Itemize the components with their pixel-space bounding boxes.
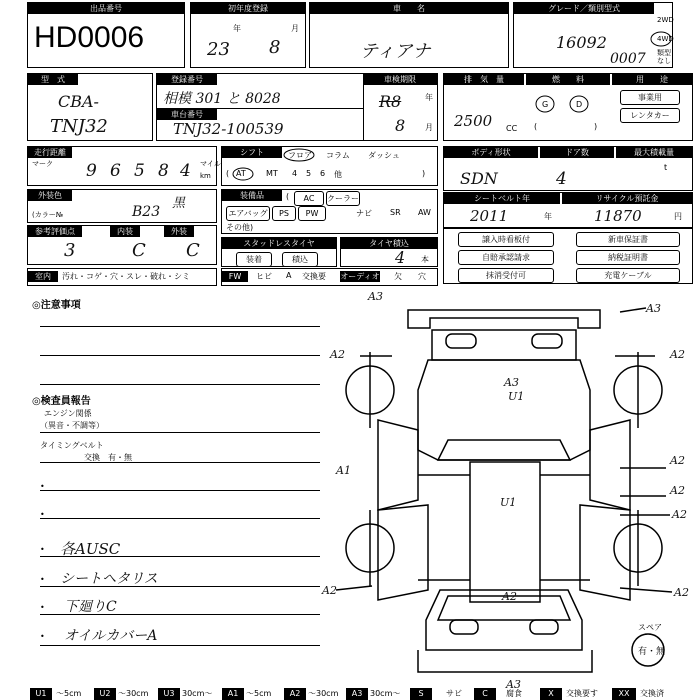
legend-val: 30cm～ (182, 689, 213, 698)
grade-value: 16092 (556, 33, 607, 52)
shift-g4: 4 (292, 169, 298, 178)
mileage-d3: 8 (158, 161, 169, 181)
opt-4wd: 4WD (657, 35, 674, 43)
remark-1: 各AUSC (60, 540, 121, 558)
interior-row-header: 室内 (28, 271, 58, 282)
legend-key: A1 (222, 688, 244, 700)
bullet: • (40, 603, 45, 612)
legend-val: 30cm～ (370, 689, 401, 698)
score-int: C (132, 240, 146, 261)
body-box (443, 146, 693, 191)
first-reg-header: 初年度登録 (191, 3, 305, 14)
car-name-box (309, 2, 509, 68)
damage-mark: A1 (336, 464, 351, 477)
doc-4: 新車保証書 (576, 232, 680, 247)
legend-key: U3 (158, 688, 180, 700)
damage-legend (0, 688, 700, 700)
doc-3: 抹消受付可 (458, 268, 554, 283)
legend-val: サビ (446, 689, 462, 698)
fuel-d: D (576, 100, 583, 109)
reg-header: 登録番号 (157, 74, 217, 85)
displacement-header: 排 気 量 (444, 74, 524, 85)
bullet: • (40, 545, 45, 554)
shift-g6: 6 (320, 169, 326, 178)
first-reg-box (190, 2, 306, 68)
damage-mark: A2 (674, 586, 689, 599)
car-diagram (320, 290, 700, 688)
mileage-d4: 4 (180, 161, 191, 181)
capacity-unit: t (664, 163, 668, 172)
circle-mark-icon (231, 166, 255, 182)
engine-sub: （異音・不調等） (40, 421, 104, 430)
remark-3: 下廻りC (64, 599, 117, 615)
opt-none: 類型 なし (657, 49, 671, 65)
damage-mark: A3 (506, 678, 521, 688)
equip-ps: PS (272, 206, 296, 221)
equip-aw: AW (418, 208, 431, 217)
bullet: • (40, 482, 45, 491)
remark-2: シートヘタリス (60, 571, 158, 587)
legend-key: C (474, 688, 496, 700)
insp-year-unit: 年 (425, 93, 433, 102)
doc-5: 納税証明書 (576, 250, 680, 265)
damage-mark: A3 (646, 302, 661, 315)
seatbelt-unit: 年 (544, 212, 552, 221)
grade-box (513, 2, 673, 68)
model-header: 型 式 (28, 74, 78, 85)
equip-box (221, 189, 438, 234)
score-ext: C (186, 240, 200, 261)
notes-label: ◎注意事項 (32, 300, 81, 311)
equip-airbag: エアバッグ (226, 206, 270, 221)
chassis-header: 車台番号 (157, 109, 217, 120)
opt-2wd: 2WD (657, 16, 674, 24)
mileage-d2: 5 (134, 161, 145, 181)
mileage-box (27, 146, 221, 186)
year-unit: 年 (233, 24, 241, 33)
legend-key: S (410, 688, 432, 700)
equip-cooler: クーラー (326, 191, 360, 206)
fw-a: A (286, 271, 292, 280)
legend-key: A2 (284, 688, 306, 700)
legend-val: 交換済 (640, 689, 664, 698)
equip-navi: ナビ (356, 209, 372, 218)
damage-mark: A2 (502, 590, 517, 603)
legend-key: XX (612, 688, 636, 700)
studless-box (221, 237, 337, 267)
damage-mark: A2 (670, 454, 685, 467)
shift-at: AT (236, 169, 246, 178)
damage-mark: U1 (500, 496, 517, 509)
shift-floor: フロア (288, 151, 312, 160)
legend-val: 腐食 (506, 689, 522, 698)
doc-1: 譲入時看板付 (458, 232, 554, 247)
lot-number: HD0006 (34, 21, 145, 54)
legend-key: X (540, 688, 562, 700)
body-value: SDN (460, 169, 498, 188)
legend-val: ～5cm (246, 689, 272, 698)
legend-key: U2 (94, 688, 116, 700)
insp-value: R8 (379, 92, 402, 111)
color-header: 外装色 (28, 190, 72, 201)
legend-val: ～30cm (118, 689, 149, 698)
tire-load-value: 4 (395, 248, 406, 267)
circle-mark-icon (282, 147, 316, 163)
studless-opt2: 積込 (282, 252, 318, 267)
inspector-label: ◎検査員報告 (32, 396, 91, 407)
damage-mark: A2 (672, 508, 687, 521)
score-total: 3 (64, 240, 76, 261)
circle-outline-icon (568, 94, 590, 114)
damage-mark: A3 (504, 376, 519, 389)
studless-opt1: 装着 (236, 252, 272, 267)
remark-4: オイルカバーA (64, 628, 158, 644)
grade-value2: 0007 (610, 51, 646, 67)
legend-val: ～5cm (56, 689, 82, 698)
shift-close: ) (422, 169, 426, 178)
spare-label: スペア (638, 623, 662, 632)
model-box (27, 73, 153, 141)
grade-header: グレード／類別型式 (514, 3, 654, 14)
mileage-d0: 9 (86, 161, 97, 181)
seatbelt-box (443, 192, 693, 228)
circle-mark-icon (650, 31, 672, 47)
timing-label: タイミングベルト (40, 441, 104, 450)
seatbelt-header: シートベルト年 (444, 193, 560, 204)
doc-2: 自賠承認請求 (458, 250, 554, 265)
shift-g5: 5 (306, 169, 312, 178)
chassis-value: TNJ32-100539 (173, 120, 284, 138)
bullet: • (40, 575, 45, 584)
usage-header: 用 途 (612, 74, 692, 85)
fw-row (221, 268, 438, 286)
color-value2: B23 (132, 204, 161, 220)
month-unit: 月 (291, 24, 299, 33)
tire-load-unit: 本 (421, 255, 429, 264)
displacement-unit: CC (506, 124, 518, 133)
color-value: 黒 (172, 196, 186, 211)
interior-row (27, 268, 217, 286)
docs-box (443, 228, 693, 284)
score-header: 参考評価点 (28, 226, 82, 237)
equip-other: その他) (226, 223, 254, 232)
damage-mark: U1 (508, 390, 525, 403)
tire-load-header: タイヤ積込 (341, 238, 437, 249)
car-name-value: ティアナ (360, 41, 431, 62)
recycle-value: 11870 (594, 207, 642, 225)
capacity-header: 最大積載量 (616, 147, 692, 158)
model-value: CBA- (58, 92, 99, 111)
equip-open: ( (286, 192, 290, 201)
timing-exchange: 交換 有・無 (84, 453, 132, 462)
doors-value: 4 (556, 169, 567, 189)
usage-opt2: レンタカー (620, 108, 680, 123)
shift-column: コラム (326, 151, 350, 160)
bullet: • (40, 632, 45, 641)
interior-header: 内装 (110, 226, 140, 237)
score-box (27, 225, 217, 265)
car-name-header: 車 名 (310, 3, 508, 14)
fuel-g: G (542, 100, 549, 109)
first-reg-year: 23 (207, 39, 230, 60)
equip-ac: AC (294, 191, 324, 206)
damage-mark: A2 (670, 484, 685, 497)
spec-box (443, 73, 693, 141)
damage-mark: A2 (670, 348, 685, 361)
damage-mark: A2 (322, 584, 337, 597)
lot-box (27, 2, 185, 68)
shift-mt: MT (266, 169, 278, 178)
doors-header: ドア数 (540, 147, 614, 158)
mileage-km: km (200, 172, 211, 180)
insp-month-unit: 月 (425, 123, 433, 132)
displacement-value: 2500 (454, 112, 493, 130)
inspection-header: 車検期限 (363, 74, 437, 85)
usage-opt1: 事業用 (620, 90, 680, 105)
recycle-header: リサイクル預託金 (562, 193, 692, 204)
exterior-header: 外装 (164, 226, 194, 237)
bullet: • (40, 510, 45, 519)
equip-sr: SR (390, 208, 401, 217)
shift-other: 他 (334, 170, 342, 179)
first-reg-month: 8 (269, 37, 281, 58)
color-sub: (カラー№ (32, 211, 64, 219)
seatbelt-value: 2011 (470, 207, 509, 225)
body-header: ボディ形状 (444, 147, 538, 158)
legend-key: U1 (30, 688, 52, 700)
mileage-d1: 6 (110, 161, 121, 181)
recycle-unit: 円 (674, 212, 682, 221)
interior-row-text: 汚れ・コゲ・穴・スレ・破れ・シミ (62, 272, 190, 281)
fuel-open: ( (534, 122, 538, 131)
insp-value2: 8 (395, 116, 406, 135)
audio-ana: 穴 (418, 272, 426, 281)
mileage-mark: マーク (32, 160, 53, 168)
studless-header: スタッドレスタイヤ (222, 238, 336, 249)
legend-val: 交換要す (566, 689, 598, 698)
tire-load-box (340, 237, 438, 267)
damage-mark: A3 (368, 290, 383, 303)
shift-header: シフト (222, 147, 282, 158)
reg-box (156, 73, 438, 141)
model-value2: TNJ32 (50, 116, 108, 137)
fw-koukan: 交換要 (302, 272, 326, 281)
lot-header: 出品番号 (28, 3, 184, 14)
legend-val: ～30cm (308, 689, 339, 698)
shift-dash: ダッシュ (368, 151, 400, 160)
damage-mark: A2 (330, 348, 345, 361)
doc-6: 充電ケーブル (576, 268, 680, 283)
audio-label: オーディオ (340, 272, 380, 281)
shift-box (221, 146, 438, 186)
fw-hibi: ヒビ (256, 272, 272, 281)
audio-missing: 欠 (394, 272, 402, 281)
fw-label: FW (222, 271, 248, 282)
legend-key: A3 (346, 688, 368, 700)
engine-label: エンジン関係 (44, 409, 92, 418)
fuel-header: 燃 料 (526, 74, 610, 85)
mileage-mile: マイル (200, 160, 221, 168)
equip-header: 装備品 (222, 190, 282, 201)
spare-value: 有・無 (638, 647, 666, 657)
shift-open: ( (226, 169, 230, 178)
color-box (27, 189, 217, 223)
mileage-header: 走行距離 (28, 147, 72, 158)
reg-value: 相模 301 と 8028 (163, 91, 281, 107)
circle-mark-icon (534, 94, 556, 114)
fuel-close: ) (594, 122, 598, 131)
equip-pw: PW (298, 206, 326, 221)
